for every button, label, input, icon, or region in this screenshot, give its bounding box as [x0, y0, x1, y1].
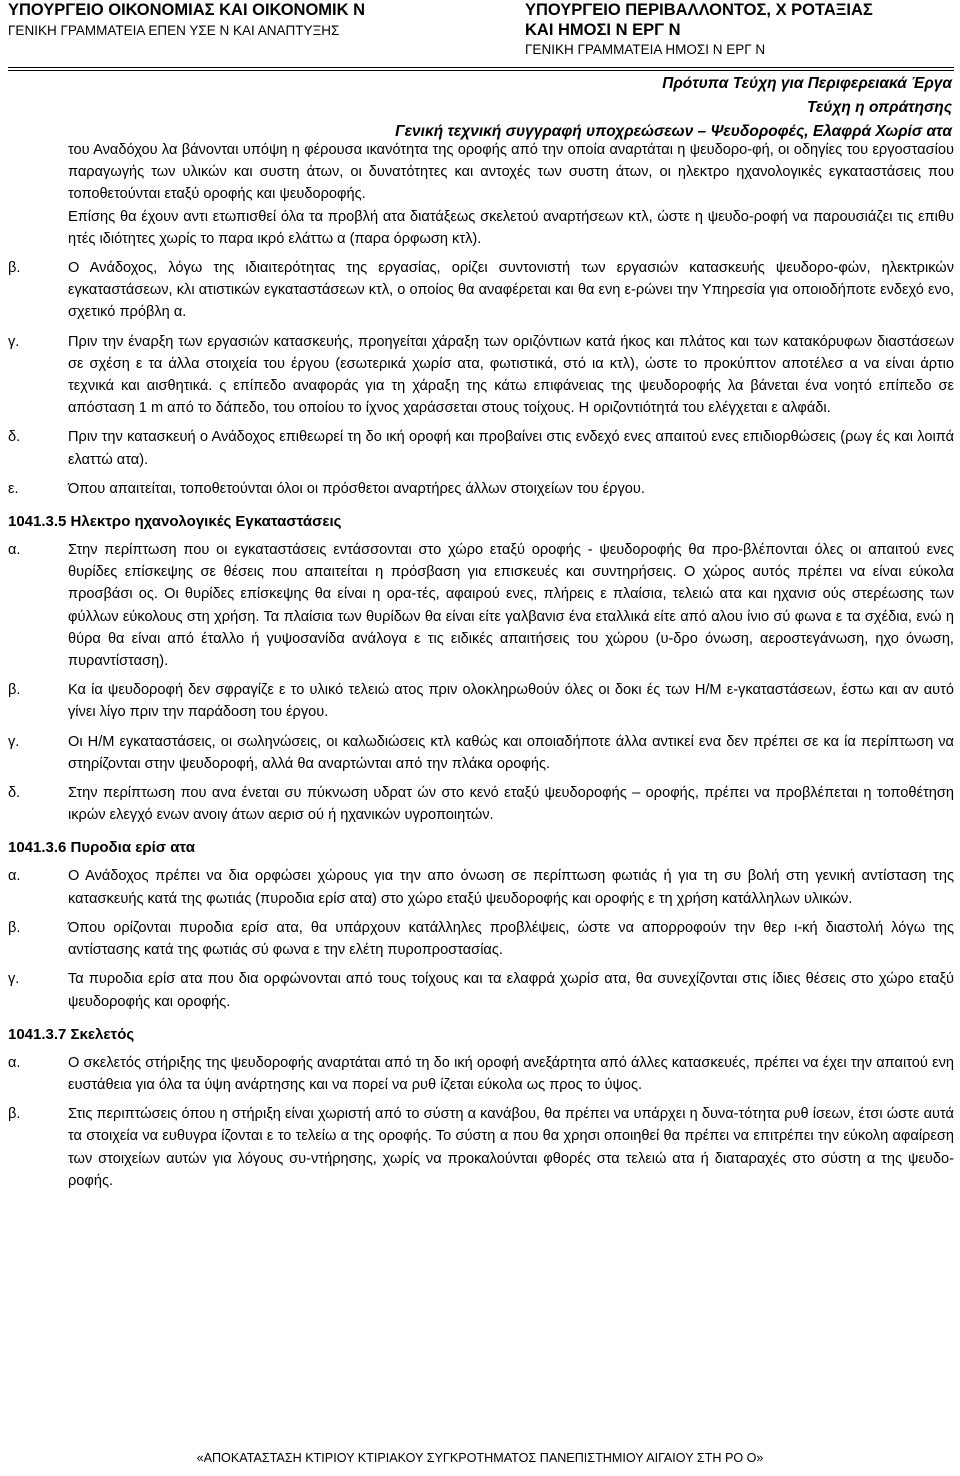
- list-item-marker: γ.: [8, 333, 20, 350]
- list-item: [8, 257, 954, 324]
- list-item-text: Τα πυροδια ερίσ ατα που δια ορφώνονται από τους τοίχους και τα ελαφρά χωρίσ ατα, θα συνεχίζονται στις ίδιες θέσεις στο χώρο εταξύ ψευδοροφής και οροφής.: [68, 971, 954, 1010]
- list-item-text: Στην περίπτωση που ανα ένεται συ πύκνωση υδρατ ών στο κενό εταξύ ψευδοροφής – οροφής, πρέπει να προβλέπεται η τοποθέτηση ικρών ελεγχό ενων ανοιγ άτων αερισ ού ή ηχανικών υγροποιητών.: [68, 785, 954, 824]
- list-item: [8, 782, 954, 826]
- section-6-items: [8, 865, 954, 1012]
- list-item-text: Ο Ανάδοχος, λόγω της ιδιαιτερότητας της εργασίας, ορίζει συντονιστή των εργασιών κατασκευής ψευδορο-φών, ηλεκτρικών εγκαταστάσεων, κλι ατιστικών εγκαταστάσεων κτλ, ο οποίος θα αναφέρεται και θα ενη ε-ρώνει την Υπηρεσία για οποιοδήποτε ενδεχό ενο, σχετικό πρόβλη α.: [68, 260, 954, 321]
- right-ministry-name-line1: ΥΠΟΥΡΓΕΙΟ ΠΕΡΙΒΑΛΛΟΝΤΟΣ, Χ ΡΟΤΑΞΙΑΣ: [525, 1, 873, 19]
- list-item-marker: β.: [8, 919, 21, 936]
- list-item-text: Όπου ορίζονται πυροδια ερίσ ατα, θα υπάρχουν κατάλληλες προβλέψεις, ώστε να απορροφούν την θερ ι-κή διαστολή λόγω της αντίστασης κατά της φωτιάς σύ φωνα ε την ελέτη πυροπροστασίας.: [68, 919, 954, 959]
- list-item-marker: δ.: [8, 429, 21, 446]
- list-item-text: Ο σκελετός στήριξης της ψευδοροφής αναρτάται από τη δο ική οροφή ανεξάρτητα από άλλες κατασκευές, πρέπει να έχει την απαιτού ενη ευστάθεια για όλα τα ύψη ανάρτησης και να πορεί να ρυθ ίζεται εύκολα ως προς το ύψος.: [68, 1054, 954, 1093]
- list-item: [8, 865, 954, 909]
- section-7-items: [8, 1052, 954, 1192]
- document-body: [8, 139, 954, 1199]
- header-left: [8, 0, 508, 42]
- header-divider-double: [8, 70, 954, 71]
- intro-paragraph-2: Επίσης θα έχουν αντι ετωπισθεί όλα τα προβλή ατα διατάξεως σκελετού αναρτήσεων κτλ, ώστε η ψευδο-ροφή να παρουσιάζει τις επιθυ ητές ιδιότητες χωρίς το παρα ικρό ελάττω α (παρα όρφωση κτλ).: [68, 208, 954, 247]
- list-item-marker: γ.: [8, 971, 20, 988]
- left-secretariat-name: ΓΕΝΙΚΗ ΓΡΑΜΜΑΤΕΙΑ ΕΠΕΝ ΥΣΕ Ν ΚΑΙ ΑΝΑΠΤΥΞΗΣ: [8, 23, 340, 38]
- intro-paragraph-1: του Αναδόχου λα βάνονται υπόψη η φέρουσα ικανότητα της οροφής από την οποία αναρτάται η ψευδορο-φή, οι οδηγίες του εργοστασίου παραγωγής των υλικών και συστη άτων, οι δυνατότητες και αντοχές των συστη άτων, οι ηλεκτρο ηχανολογικές εγκαταστάσεις που τοποθετούνται εταξύ οροφής και ψευδοροφής.: [68, 142, 954, 203]
- list-item: [8, 426, 954, 470]
- list-item: [8, 679, 954, 723]
- list-item-text: Στις περιπτώσεις όπου η στήριξη είναι χωριστή από το σύστη α κανάβου, θα πρέπει να υπάρχει η δυνα-τότητα ρυθ ίσεων, έτσι ώστε αυτά τα στοιχεία να ευθυγρα ίζονται ε το τελείω α της οροφής. Το σύστη α που θα χρησι οποιηθεί θα πρέπει να επιτρέπει την εύκολη αφαίρεση των στοιχείων αυτών για λόγους συ-ντήρησης, χωρίς να προκαλούνται φθορές στα τελειώ ατα ή διαταραχές στο σύστη α της ψευδο-ροφής.: [68, 1106, 954, 1189]
- list-item: [8, 331, 954, 420]
- doc-volume-title: Τεύχη η οπράτησης: [806, 99, 952, 116]
- section-title-7: 1041.3.7 Σκελετός: [8, 1025, 135, 1043]
- list-item-text: Ο Ανάδοχος πρέπει να δια ορφώσει χώρους για την απο όνωση σε περίπτωση φωτιάς ή για τη συ βολή στη γενική αντίσταση της κατασκευής κατά της φωτιάς (πυροδια ερίσ ατα) στο χώρο εταξύ ψευδοροφής και οροφής ε τη χρήση κατάλληλων υλικών.: [68, 868, 954, 907]
- header-divider: [8, 67, 954, 68]
- list-item-marker: β.: [8, 1106, 21, 1123]
- left-ministry-name: ΥΠΟΥΡΓΕΙΟ ΟΙΚΟΝΟΜΙΑΣ ΚΑΙ ΟΙΚΟΝΟΜΙΚ Ν: [8, 1, 366, 19]
- list-item: [8, 539, 954, 672]
- list-item-text: Κα ία ψευδοροφή δεν σφραγίζε ε το υλικό τελειώ ατος πριν ολοκληρωθούν όλες οι δοκι ές των Η/Μ ε-γκαταστάσεων, έστω και αν αυτό γίνει λίγο πριν την παράδοση του έργου.: [68, 682, 954, 721]
- right-secretariat-name: ΓΕΝΙΚΗ ΓΡΑΜΜΑΤΕΙΑ ΗΜΟΣΙ Ν ΕΡΓ Ν: [525, 42, 766, 57]
- list-item-text: Πριν την κατασκευή ο Ανάδοχος επιθεωρεί τη δο ική οροφή και προβαίνει στις ενδεχό ενες απαιτού ενες επιδιορθώσεις (ρωγ ές και λοιπά ελαττώ ατα).: [68, 429, 954, 468]
- header-right: [525, 0, 955, 60]
- list-item-marker: α.: [8, 868, 21, 885]
- list-item-marker: β.: [8, 682, 21, 699]
- section-title-5: 1041.3.5 Ηλεκτρο ηχανολογικές Εγκαταστάσεις: [8, 513, 342, 531]
- list-item: [8, 1103, 954, 1192]
- section-5-items: [8, 539, 954, 826]
- list-item-text: Οι Η/Μ εγκαταστάσεις, οι σωληνώσεις, οι καλωδιώσεις κτλ καθώς και οποιαδήποτε άλλα αντικεί ενα δεν πρέπει σε κα ία περίπτωση να στηρίζονται στην ψευδοροφή, αλλά θα αναρτώνται από την πλάκα οροφής.: [68, 733, 954, 772]
- list-continued-items: [8, 257, 954, 500]
- list-item-marker: ε.: [8, 480, 19, 497]
- list-item-text: Όπου απαιτείται, τοποθετούνται όλοι οι πρόσθετοι αναρτήρες άλλων στοιχείων του έργου.: [68, 480, 645, 497]
- list-item: [8, 1052, 954, 1096]
- list-item: [8, 917, 954, 961]
- document-meta: [395, 72, 952, 144]
- list-item: [8, 968, 954, 1012]
- list-item-marker: α.: [8, 1054, 21, 1071]
- doc-subject-title: Γενική τεχνική συγγραφή υποχρεώσεων – Ψευδοροφές, Ελαφρά Χωρίσ ατα: [395, 123, 952, 140]
- right-ministry-name-line2: ΚΑΙ ΗΜΟΣΙ Ν ΕΡΓ Ν: [525, 21, 681, 39]
- list-item-text: Στην περίπτωση που οι εγκαταστάσεις εντάσσονται στο χώρο εταξύ οροφής - ψευδοροφής θα προ-βλέπονται όλες οι απαιτού ενες θυρίδες επίσκεψης σε θέσεις που απαιτείται η πρόσβαση για επισκευές και συντηρήσεις. Ο χώρος αυτός πρέπει να είναι εύκολα προσβάσι ος. Οι θυρίδες επίσκεψης θα είναι η ορα-τές, αφαιρού ενες, πλήρεις ε πλαίσια, τελειώ ατα και ηχανισ ούς στερέωσης των φύλλων εύκολους στη χρήση. Τα πλαίσια των θυρίδων θα είναι είτε γαλβανισ ένα εταλλικά είτε από αλου ίνιο σύ φωνα ε τα σχέδια, ενώ η θύρα θα είναι από έταλλο ή γυψοσανίδα ανάλογα ε τις ειδικές απαιτήσεις του χώρου (υ-δρο όνωση, αεροστεγάνωση, ηχο όνωση, πυραντίσταση).: [68, 542, 954, 670]
- list-item-marker: β.: [8, 260, 21, 277]
- page-footer: «ΑΠΟΚΑΤΑΣΤΑΣΗ ΚΤΙΡΙΟΥ ΚΤΙΡΙΑΚΟΥ ΣΥΓΚΡΟΤΗΜΑΤΟΣ ΠΑΝΕΠΙΣΤΗΜΙΟΥ ΑΙΓΑΙΟΥ ΣΤΗ ΡΟ Ο»: [196, 1451, 764, 1465]
- list-item-text: Πριν την έναρξη των εργασιών κατασκευής, προηγείται χάραξη των οριζόντιων κατά ήκος και πλάτος και των κατακόρυφων διαστάσεων σε σχέση ε τα άλλα στοιχεία του έργου (εσωτερικά χωρίσ ατα, φωτιστικά, στό ια κτλ), ώστε το προκύπτον αποτέλεσ α να είναι άρτιο τεχνικά και αισθητικά. ς επίπεδο αναφοράς για τη χάραξη της κάτω επιφάνειας της ψευδοροφής λα βάνεται ένα νοητό επίπεδο σε απόσταση 1 m από το δάπεδο, του οποίου το ίχνος χαράσσεται στους τοίχους. Η οριζοντιότητά του ελέγχεται ε αλφάδι.: [68, 333, 954, 417]
- list-item: [8, 731, 954, 775]
- doc-series-title: Πρότυπα Τεύχη για Περιφερειακά Έργα: [662, 75, 952, 92]
- page-header: [0, 0, 960, 70]
- list-item-marker: δ.: [8, 785, 21, 802]
- list-item-marker: γ.: [8, 733, 20, 750]
- list-item: [8, 478, 954, 500]
- section-title-6: 1041.3.6 Πυροδια ερίσ ατα: [8, 839, 195, 857]
- list-item-marker: α.: [8, 542, 21, 559]
